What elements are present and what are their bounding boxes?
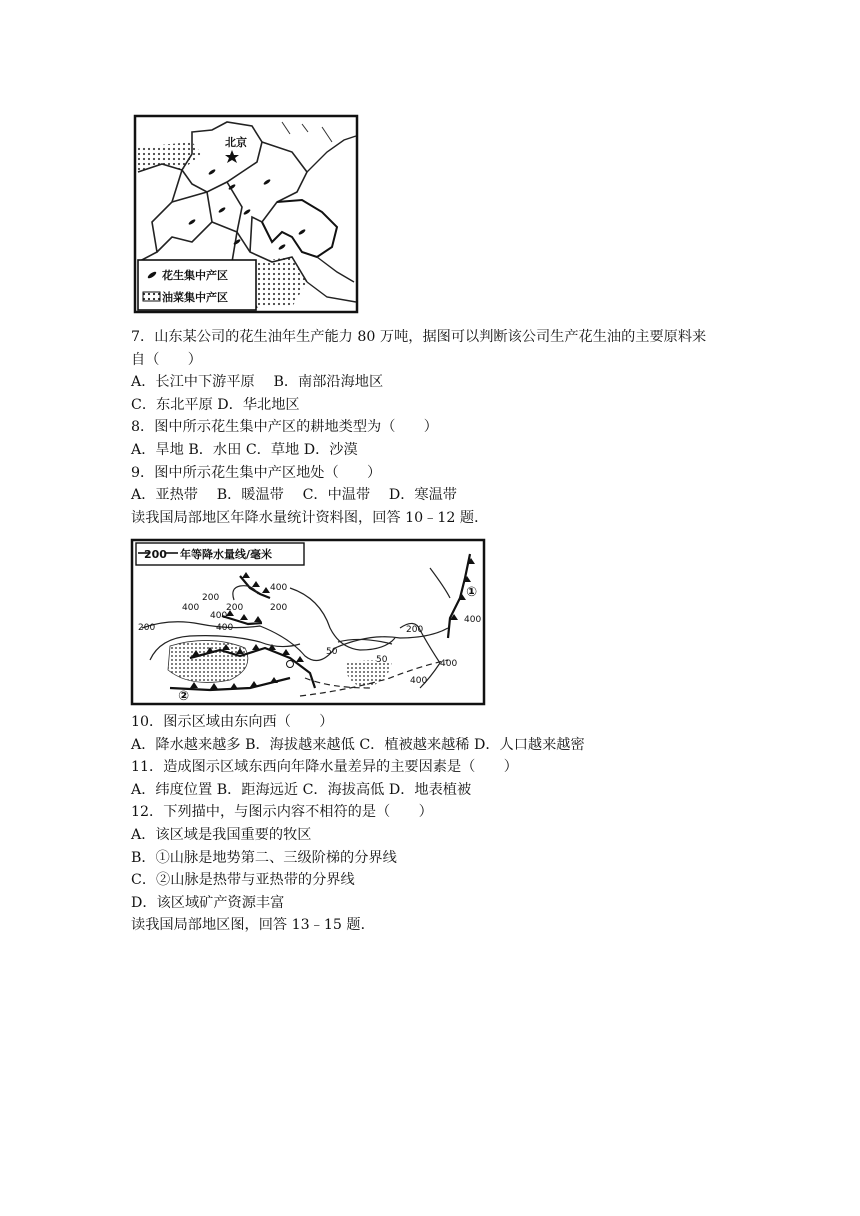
- isoline-label: 400: [270, 583, 288, 593]
- isoline-label: 200: [202, 593, 220, 603]
- isoline-label: 200: [406, 625, 424, 635]
- q12-option-a: A．该区域是我国重要的牧区: [131, 826, 312, 843]
- q12-option-b: B．①山脉是地势第二、三级阶梯的分界线: [131, 849, 397, 866]
- legend-peanut-label: 花生集中产区: [162, 269, 228, 282]
- q10-stem: 10．图示区域由东向西（ ）: [131, 714, 334, 730]
- isoline-label: 400: [464, 615, 482, 625]
- marker-mountain-1: ①: [466, 585, 478, 600]
- isoline-label: 200: [270, 603, 288, 613]
- q7-stem-line1: 7．山东某公司的花生油年生产能力 80 万吨，据图可以判断该公司生产花生油的主要原料来: [131, 329, 707, 345]
- q7-stem-line2: 自（ ）: [131, 351, 202, 368]
- map1-city-label: 北京: [225, 136, 247, 149]
- intro-10-12: 读我国局部地区年降水量统计资料图，回答 10﹣12 题．: [131, 509, 489, 526]
- legend-isoline-value: 200: [144, 548, 167, 561]
- isoline-label: 50: [376, 655, 388, 665]
- q7-options-line1: A．长江中下游平原 B．南部沿海地区: [131, 374, 384, 391]
- marker-mountain-2: ②: [178, 689, 190, 704]
- questions-7-9: [131, 326, 751, 529]
- q10-options: A．降水越来越多 B．海拔越来越低 C．植被越来越稀 D．人口越来越密: [131, 736, 585, 753]
- isoline-label: 400: [410, 676, 428, 686]
- q12-stem: 12．下列描中，与图示内容不相符的是（ ）: [131, 804, 433, 821]
- q9-options: A．亚热带 B．暖温带 C．中温带 D．寒温带: [131, 487, 457, 504]
- isoline-label: 50: [326, 647, 338, 657]
- isoline-label: 400: [182, 603, 200, 613]
- q11-stem: 11．造成图示区域东西向年降水量差异的主要因素是（ ）: [131, 759, 518, 776]
- questions-10-12: [131, 711, 751, 937]
- dotted-box-icon: [143, 292, 160, 301]
- legend-isoline-label: 年等降水量线/毫米: [180, 548, 273, 561]
- q7-options-line2: C．东北平原 D．华北地区: [131, 396, 300, 413]
- isoline-label: 400: [216, 623, 234, 633]
- isoline-label: 200: [138, 623, 156, 633]
- q12-option-c: C．②山脉是热带与亚热带的分界线: [131, 872, 355, 889]
- q8-stem: 8．图中所示花生集中产区的耕地类型为（ ）: [131, 419, 438, 436]
- peanut-production-map: [132, 112, 362, 316]
- isoline-label: 200: [226, 603, 244, 613]
- q8-options: A．旱地 B．水田 C．草地 D．沙漠: [131, 441, 358, 458]
- legend-rapeseed-label: 油菜集中产区: [162, 291, 228, 304]
- q11-options: A．纬度位置 B．距海远近 C．海拔高低 D．地表植被: [131, 781, 472, 798]
- q9-stem: 9．图中所示花生集中产区地处（ ）: [131, 464, 382, 481]
- isoline-label: 400: [440, 659, 458, 669]
- precipitation-map: [130, 538, 486, 706]
- isoline-label: 400: [210, 611, 228, 621]
- q12-option-d: D．该区域矿产资源丰富: [131, 894, 285, 911]
- intro-13-15: 读我国局部地区图，回答 13﹣15 题．: [131, 917, 375, 934]
